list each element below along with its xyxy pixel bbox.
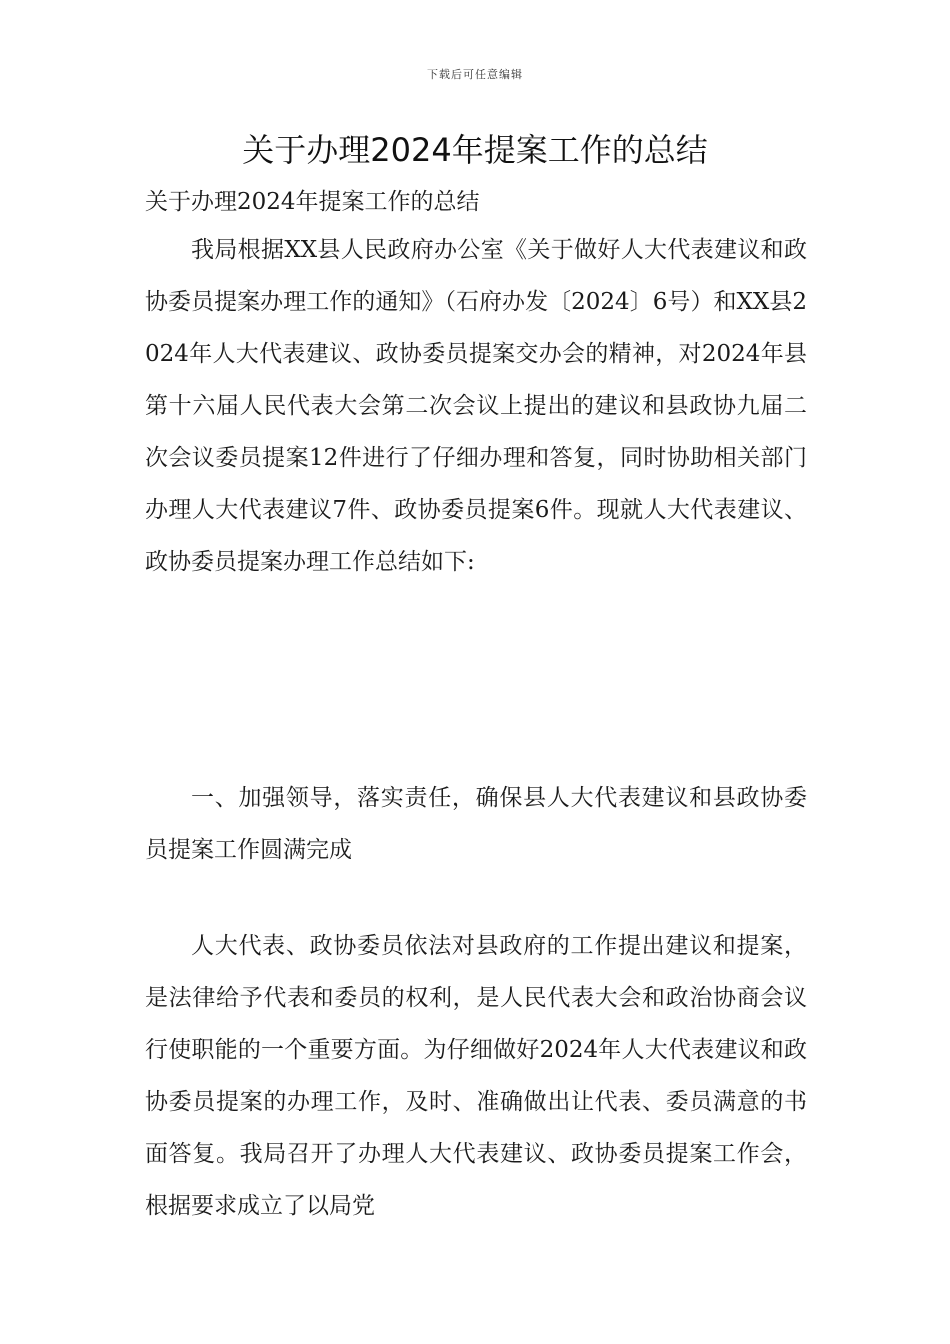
paragraph-section-1: 人大代表、政协委员依法对县政府的工作提出建议和提案，是法律给予代表和委员的权利，是人民代表大会和政治协商会议行使职能的一个重要方面。为仔细做好2024年人大代表建议和政协委员提案的办理工作，及时、准确做出让代表、委员满意的书面答复。我局召开了办理人大代表建议、政协委员提案工作会，根据要求成立了以局党: [145, 933, 807, 1219]
header-note: 下载后可任意编辑: [427, 68, 523, 81]
document-title: 关于办理2024年提案工作的总结: [242, 131, 708, 169]
document-subtitle: 关于办理2024年提案工作的总结: [145, 189, 480, 215]
section-heading-1: 一、加强领导，落实责任，确保县人大代表建议和县政协委员提案工作圆满完成: [145, 785, 807, 863]
paragraph-intro: 我局根据XX县人民政府办公室《关于做好人大代表建议和政协委员提案办理工作的通知》（石府办发〔2024〕6号）和XX县2024年人大代表建议、政协委员提案交办会的精神，对2024年县第十六届人民代表大会第二次会议上提出的建议和县政协九届二次会议委员提案12件进行了仔细办理和答复，同时协助相关部门办理人大代表建议7件、政协委员提案6件。现就人大代表建议、政协委员提案办理工作总结如下:: [145, 237, 807, 575]
